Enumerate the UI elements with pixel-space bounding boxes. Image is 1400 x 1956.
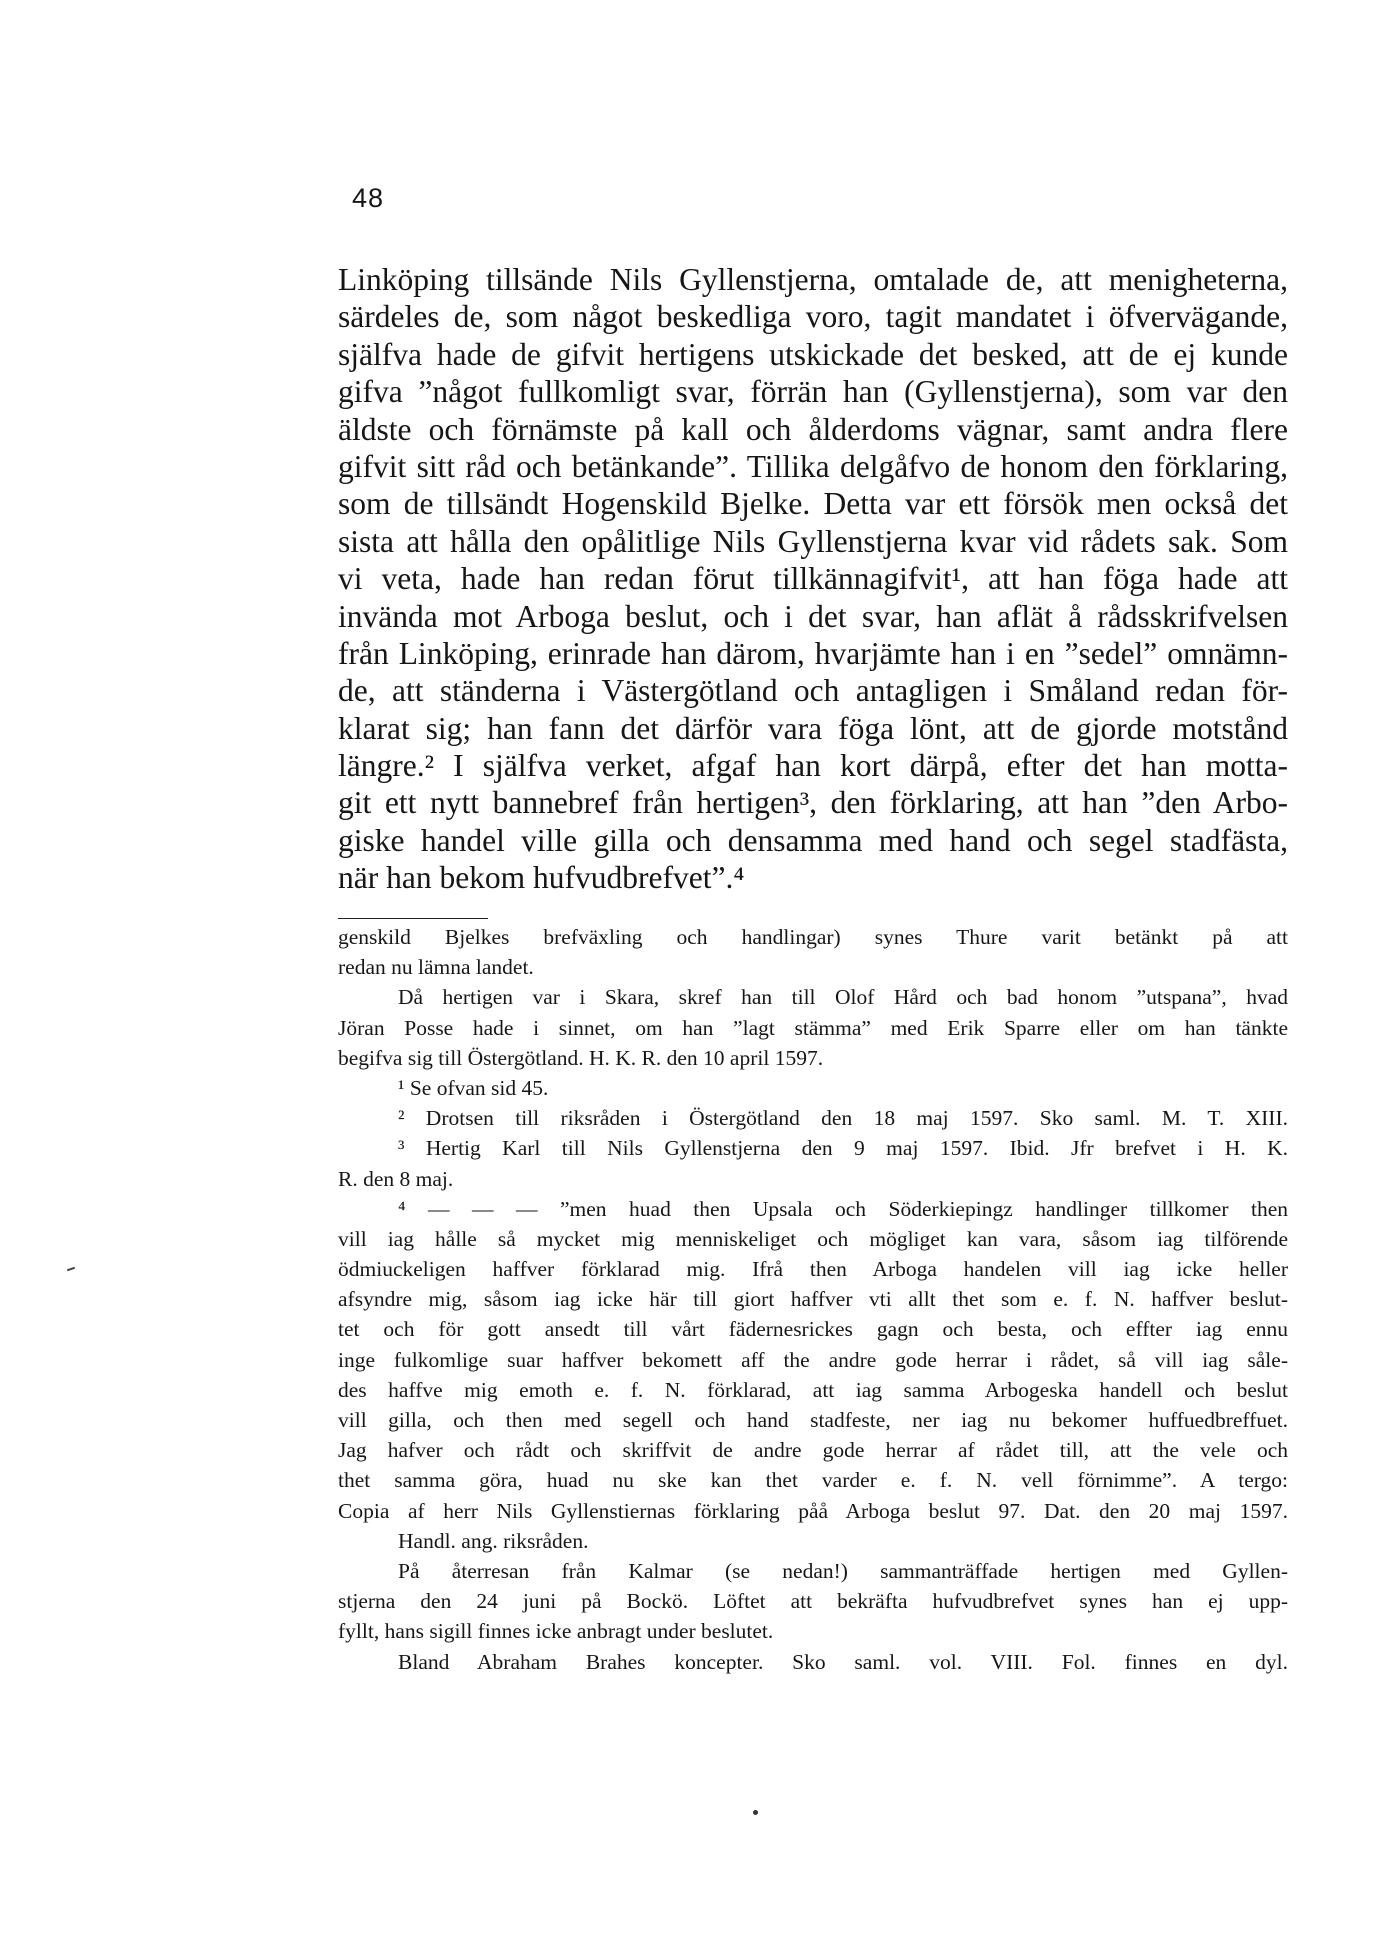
- main-text-line: vi veta, hade han redan förut tillkännagifvit¹, att han föga hade att: [338, 561, 1288, 597]
- margin-mark: [67, 1267, 75, 1272]
- main-text-line: från Linköping, erinrade han därom, hvarjämte han i en ”sedel” omnämn-: [338, 635, 1288, 671]
- footnote-line: begifva sig till Östergötland. H. K. R. den 10 april 1597.: [338, 1045, 824, 1070]
- main-text-line: äldste och förnämste på kall och ålderdoms vägnar, samt andra flere: [338, 411, 1288, 447]
- footnote-line: des haffve mig emoth e. f. N. förklarad, att iag samma Arbogeska handell och beslut: [338, 1377, 1288, 1402]
- footnote-line: ³ Hertig Karl till Nils Gyllenstjerna den 9 maj 1597. Ibid. Jfr brefvet i H. K.: [398, 1136, 1288, 1161]
- footnote-line: Jöran Posse hade i sinnet, om han ”lagt stämma” med Erik Sparre eller om han tänkte: [338, 1015, 1288, 1040]
- footnote-line: Då hertigen var i Skara, skref han till Olof Hård och bad honom ”utspana”, hvad: [398, 985, 1288, 1010]
- main-text-line: giske handel ville gilla och densamma med hand och segel stadfästa,: [338, 822, 1288, 858]
- main-text-line: gifva ”något fullkomligt svar, förrän han (Gyllenstjerna), som var den: [338, 374, 1288, 410]
- main-text-line: längre.² I själfva verket, afgaf han kort därpå, efter det han motta-: [338, 748, 1288, 784]
- footnote-line: redan nu lämna landet.: [338, 955, 534, 980]
- footnote-line: ⁴ — — — ”men huad then Upsala och Söderkiepingz handlinger tillkomer then: [398, 1196, 1288, 1221]
- footnotes: [338, 922, 1288, 1677]
- footnote-line: afsyndre mig, såsom iag icke här till giort haffver vti allt thet som e. f. N. haffver beslut-: [338, 1287, 1288, 1312]
- footnote-line: thet samma göra, huad nu ske kan thet varder e. f. N. vell förnimme”. A tergo:: [338, 1468, 1288, 1493]
- main-text-line: Linköping tillsände Nils Gyllenstjerna, omtalade de, att menigheterna,: [338, 262, 1288, 297]
- page-number: 48: [352, 183, 385, 213]
- footnote-line: ² Drotsen till riksråden i Östergötland den 18 maj 1597. Sko saml. M. T. XIII.: [398, 1106, 1288, 1131]
- main-text-line: gifvit sitt råd och betänkande”. Tillika delgåfvo de honom den förklaring,: [338, 448, 1288, 484]
- main-text-line: när han bekom hufvudbrefvet”.⁴: [338, 860, 745, 896]
- footnote-line: inge fulkomlige suar haffver bekomett aff the andre gode herrar i rådet, så vill iag såle-: [338, 1347, 1288, 1372]
- main-text-line: sista att hålla den opålitlige Nils Gyllenstjerna kvar vid rådets sak. Som: [338, 523, 1288, 559]
- footnote-line: Bland Abraham Brahes koncepter. Sko saml. vol. VIII. Fol. finnes en dyl.: [398, 1649, 1288, 1674]
- main-text-line: invända mot Arboga beslut, och i det svar, han aflät å rådsskrifvelsen: [338, 598, 1288, 634]
- main-text-line: själfva hade de gifvit hertigens utskickade det besked, att de ej kunde: [338, 336, 1288, 372]
- main-text-line: klarat sig; han fann det därför vara föga lönt, att de gjorde motstånd: [338, 710, 1288, 746]
- footnote-line: vill iag hålle så mycket mig menniskeliget och mögliget kan vara, såsom iag tilförende: [338, 1226, 1288, 1251]
- footnote-line: Copia af herr Nils Gyllenstiernas förklaring påå Arboga beslut 97. Dat. den 20 maj 1597.: [338, 1498, 1288, 1523]
- footnote-line: ödmiuckeligen haffver förklarad mig. Ifrå then Arboga handelen vill iag icke heller: [338, 1257, 1288, 1282]
- main-text: [338, 261, 1288, 897]
- footnote-line: tet och för gott ansedt till vårt fädernesrickes gagn och besta, och effter iag ennu: [338, 1317, 1288, 1342]
- main-text-line: de, att ständerna i Västergötland och antagligen i Småland redan för-: [338, 673, 1288, 709]
- main-text-line: särdeles de, som något beskedliga voro, tagit mandatet i öfvervägande,: [338, 299, 1288, 335]
- footnote-rule: [338, 918, 488, 919]
- main-text-line: som de tillsändt Hogenskild Bjelke. Detta var ett försök men också det: [338, 486, 1288, 522]
- footnote-line: genskild Bjelkes brefväxling och handlingar) synes Thure varit betänkt på att: [338, 925, 1288, 949]
- footnote-line: vill gilla, och then med segell och hand stadfeste, ner iag nu bekomer huffuedbreffuet.: [338, 1408, 1288, 1432]
- footnote-line: På återresan från Kalmar (se nedan!) sammanträffade hertigen med Gyllen-: [398, 1558, 1288, 1583]
- footnote-line: ¹ Se ofvan sid 45.: [398, 1075, 549, 1100]
- footnote-line: Jag hafver och rådt och skriffvit de andre gode herrar af rådet till, att the vele och: [338, 1438, 1288, 1463]
- footnote-line: stjerna den 24 juni på Bockö. Löftet att bekräfta hufvudbrefvet synes han ej upp-: [338, 1589, 1288, 1614]
- footnote-line: R. den 8 maj.: [338, 1166, 454, 1191]
- ink-dot: [753, 1810, 758, 1815]
- footnote-line: Handl. ang. riksråden.: [398, 1528, 589, 1553]
- footnote-line: fyllt, hans sigill finnes icke anbragt under beslutet.: [338, 1619, 774, 1644]
- main-text-line: git ett nytt bannebref från hertigen³, den förklaring, att han ”den Arbo-: [338, 785, 1288, 821]
